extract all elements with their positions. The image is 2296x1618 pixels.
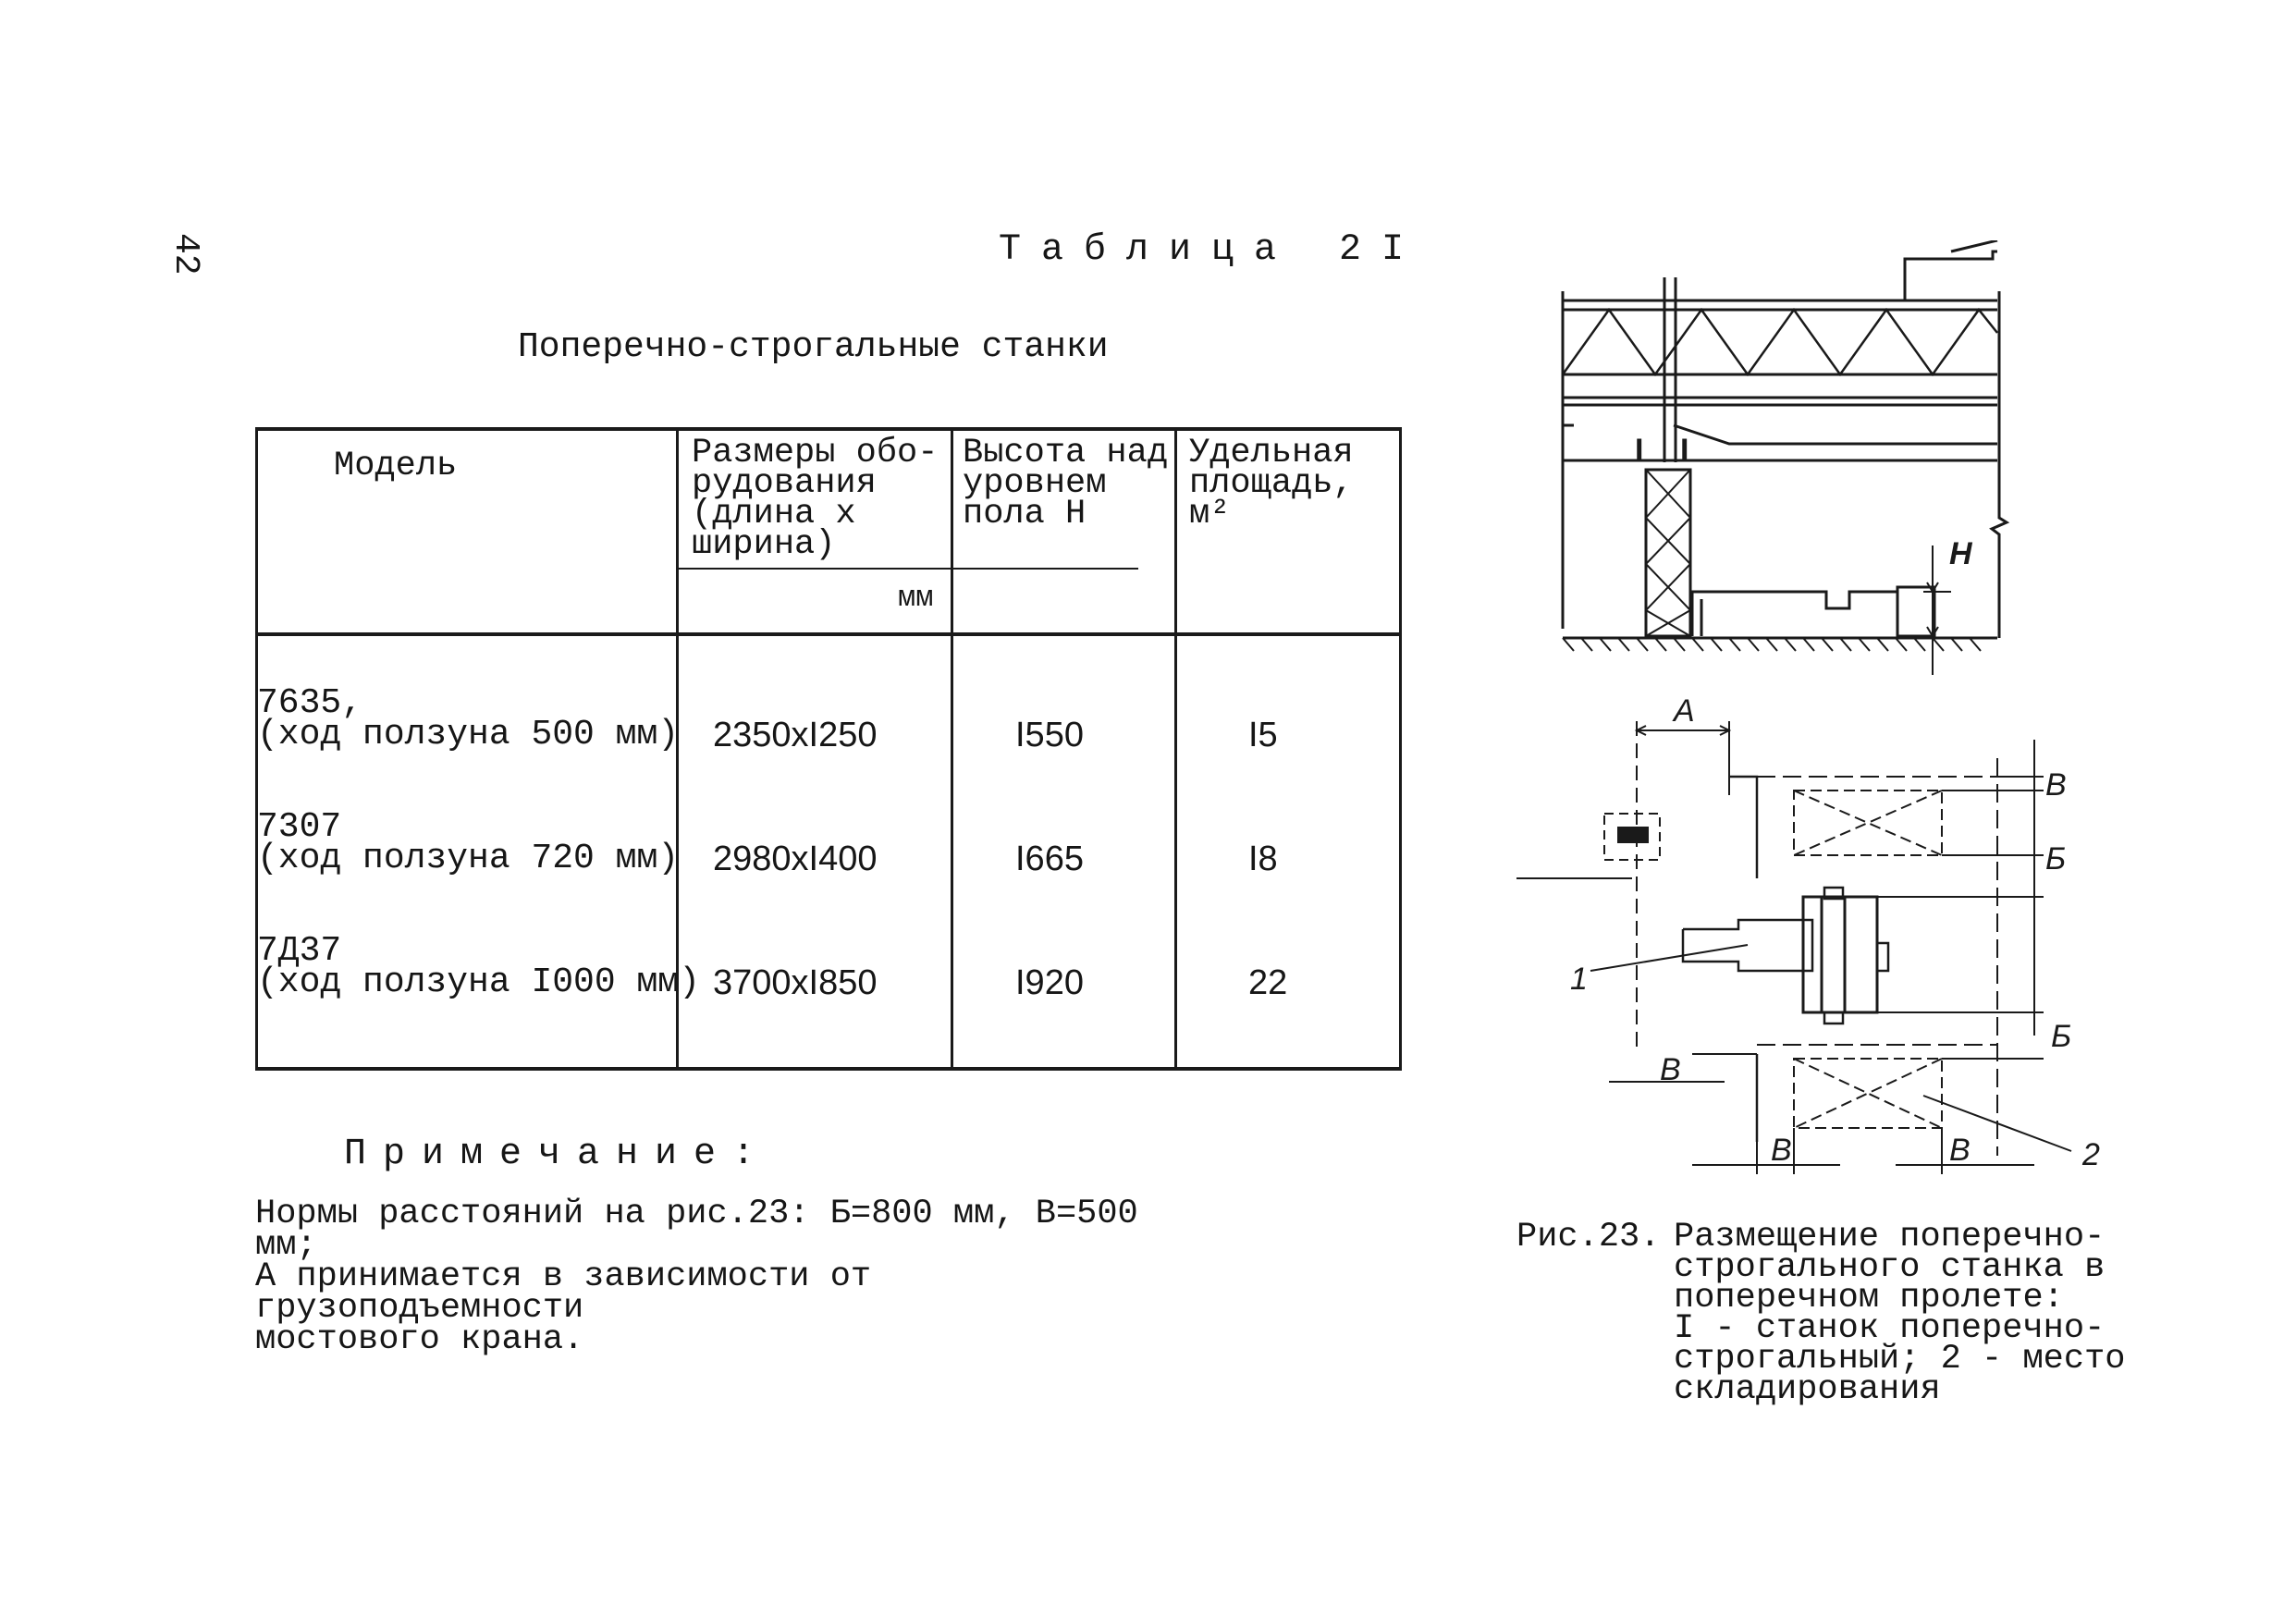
plan-view: [1516, 721, 2071, 1174]
height-dim-label: Н: [1949, 536, 1972, 571]
dim-label-b-lower: Б: [2051, 1019, 2072, 1054]
caption-line: складирования: [1674, 1370, 1941, 1409]
caption-line: поперечном пролете:: [1674, 1279, 2064, 1318]
row3-model: 7Д37: [257, 931, 342, 971]
table-bottom-rule: [255, 1067, 1402, 1071]
equipment-table: [255, 427, 1402, 1071]
table-top-rule: [255, 427, 1402, 431]
caption-line: I - станок поперечно-: [1674, 1309, 2106, 1348]
row2-area: I8: [1248, 840, 1278, 878]
caption-line: строгального станка в: [1674, 1248, 2106, 1287]
note-text: [255, 1195, 1217, 1359]
table-title: Поперечно-строгальные станки: [518, 327, 1109, 367]
table-right-rule: [1399, 427, 1402, 1071]
figure-23-drawing: [1516, 240, 2127, 1193]
note-line: мостового крана.: [255, 1320, 584, 1359]
item-label-2: 2: [2082, 1137, 2100, 1172]
row3-area: 22: [1248, 963, 1288, 1002]
section-label-left: I: [1635, 433, 1644, 468]
section-label-right: I: [1680, 433, 1689, 468]
table-caption: Таблица 2I: [999, 229, 1425, 271]
building-section: [1563, 240, 2007, 675]
note-line: Нормы расстояний на рис.23: Б=800 мм, В=500 мм;: [255, 1195, 1138, 1265]
header-area: Удельная площадь, м²: [1189, 434, 1354, 533]
row2-stroke: (ход ползуна 720 мм): [257, 839, 680, 878]
row1-dimensions: 2350хI250: [713, 716, 878, 754]
figure-caption-label: Рис.23.: [1516, 1218, 1661, 1256]
caption-line: строгальный; 2 - место: [1674, 1340, 2126, 1379]
caption-line: Размещение поперечно-: [1674, 1218, 2106, 1256]
row2-height: I665: [1015, 840, 1084, 878]
col-rule-3: [1174, 427, 1177, 1071]
dim-label-b-upper: Б: [2045, 841, 2067, 876]
row3-stroke: (ход ползуна I000 мм): [257, 962, 700, 1002]
row3-dimensions: 3700хI850: [713, 963, 878, 1002]
dim-label-v-left: В: [1660, 1052, 1681, 1087]
row1-model: 7635,: [257, 683, 363, 723]
header-unit: мм: [898, 581, 934, 615]
dim-label-v-bottom-right: В: [1949, 1133, 1971, 1168]
row1-stroke: (ход ползуна 500 мм): [257, 715, 680, 754]
row3-height: I920: [1015, 963, 1084, 1002]
note-line: А принимается в зависимости от грузоподъемности: [255, 1257, 872, 1328]
header-model: Модель: [334, 447, 458, 485]
row2-model: 7307: [257, 807, 342, 847]
header-height: Высота над уровнем пола Н: [963, 434, 1169, 533]
note-title: Примечание:: [344, 1134, 772, 1175]
page-number: 42: [166, 233, 205, 276]
dim-label-v-bottom-left: В: [1771, 1133, 1792, 1168]
figure-caption-text: [1674, 1218, 2155, 1409]
unit-rule: [676, 568, 1138, 570]
col-rule-2: [951, 427, 953, 1071]
header-dimensions: Размеры обо-рудования (длина х ширина): [692, 434, 939, 564]
dim-label-v-right: В: [2045, 767, 2067, 803]
row1-height: I550: [1015, 716, 1084, 754]
row1-area: I5: [1248, 716, 1278, 754]
item-label-1: 1: [1570, 962, 1588, 997]
dim-label-a: А: [1674, 693, 1695, 729]
header-bottom-rule: [255, 632, 1402, 636]
row2-dimensions: 2980хI400: [713, 840, 878, 878]
